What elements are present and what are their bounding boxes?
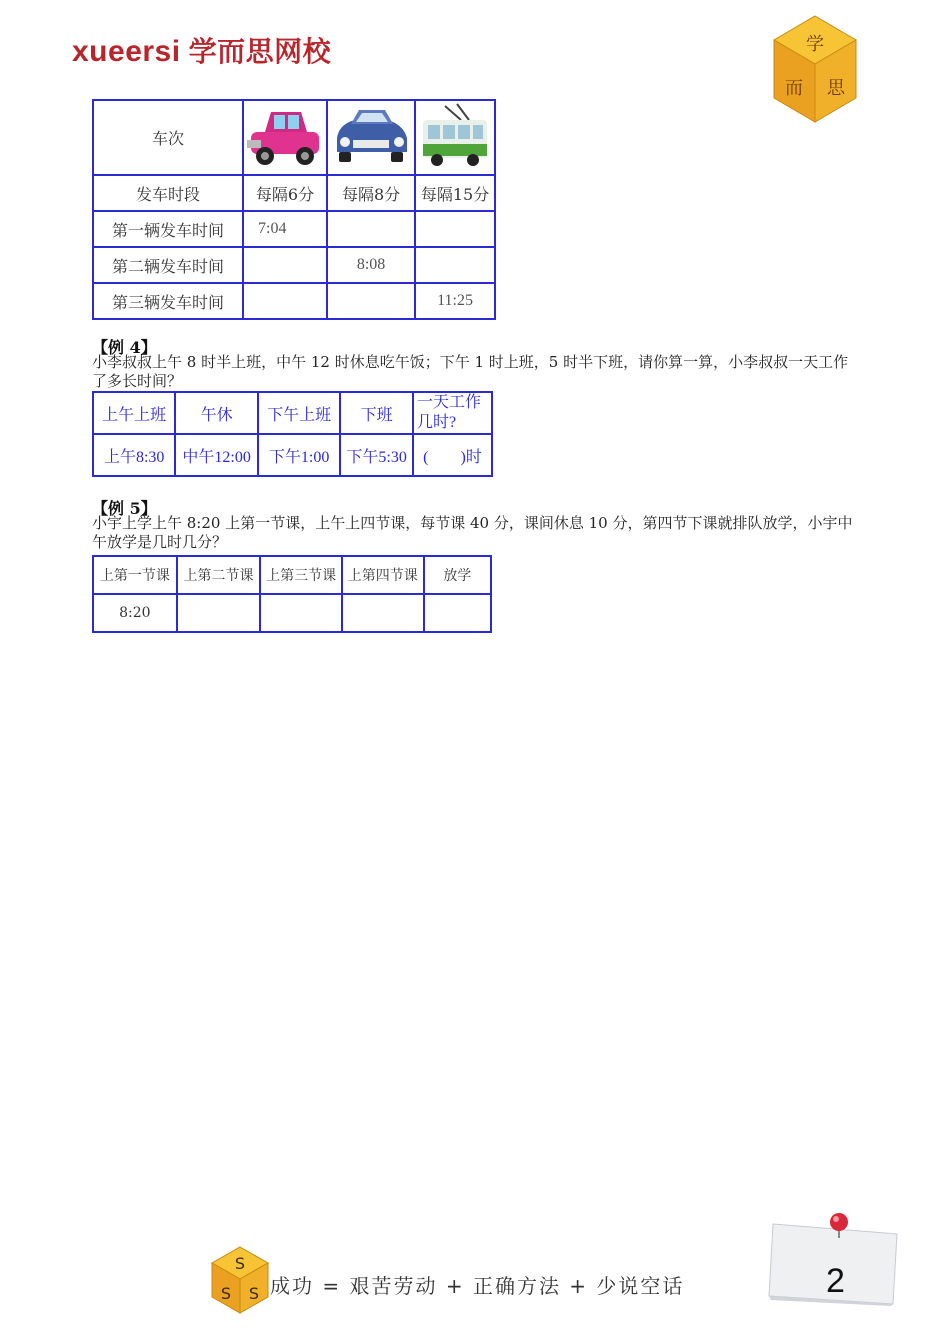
cell: 每隔15分: [415, 175, 495, 211]
header-label: 车次: [93, 100, 243, 175]
cell: [243, 283, 327, 319]
header-cell: 上第二节课: [177, 556, 261, 594]
cell: 每隔8分: [327, 175, 415, 211]
example-5-text: 小宇上学上午 8:20 上第一节课，上午上四节课，每节课 40 分，课间休息 10 分，第四节下课就排队放学，小宇中午放学是几时几分？: [92, 514, 853, 551]
cell: 11:25: [415, 283, 495, 319]
cell: [415, 211, 495, 247]
table-row: [93, 175, 495, 211]
header-cell: 上午上班: [93, 392, 175, 434]
sss-letter-3: S: [248, 1284, 260, 1303]
table-row: [93, 556, 491, 594]
brand-logo: [72, 30, 331, 70]
blue-mini-car-icon: [327, 100, 415, 175]
cell: 8:08: [327, 247, 415, 283]
header-cell: 一天工作几时?: [413, 392, 492, 434]
value-cell: 下午5:30: [340, 434, 413, 476]
header-cell: 放学: [424, 556, 491, 594]
row-label: 发车时段: [93, 175, 243, 211]
table-row: [93, 211, 495, 247]
answer-cell[interactable]: [260, 594, 342, 632]
cell: [243, 247, 327, 283]
bus-schedule-table: [92, 99, 496, 320]
value-cell: 中午12:00: [175, 434, 258, 476]
cell: [327, 211, 415, 247]
header-cell: 上第三节课: [260, 556, 342, 594]
example-5-title: 【例 5】: [92, 499, 157, 518]
row-label: 第三辆发车时间: [93, 283, 243, 319]
cell: 每隔6分: [243, 175, 327, 211]
answer-cell[interactable]: [177, 594, 261, 632]
answer-cell[interactable]: [424, 594, 491, 632]
header-cell: 下午上班: [258, 392, 340, 434]
header-cell: 上第四节课: [342, 556, 424, 594]
value-cell: 8:20: [93, 594, 177, 632]
row-label: 第二辆发车时间: [93, 247, 243, 283]
header-cell: 下班: [340, 392, 413, 434]
page-number: 2: [826, 1262, 845, 1300]
cell: 7:04: [243, 211, 327, 247]
sss-letter-2: S: [220, 1284, 232, 1303]
cell: [327, 283, 415, 319]
class-schedule-table: [92, 555, 492, 633]
cube-char-1: 学: [806, 34, 824, 55]
table-row: [93, 247, 495, 283]
cube-char-3: 思: [827, 78, 845, 99]
green-bus-icon: [415, 100, 495, 175]
table-row: [93, 283, 495, 319]
pink-vintage-car-icon: [243, 100, 327, 175]
header-cell: 上第一节课: [93, 556, 177, 594]
brand-cn: 学而思网校: [188, 36, 332, 67]
cube-logo-icon: [770, 14, 860, 126]
value-cell: 下午1:00: [258, 434, 340, 476]
brand-latin: xueersi: [72, 35, 181, 68]
value-cell: 上午8:30: [93, 434, 175, 476]
table-row: [93, 100, 495, 175]
row-label: 第一辆发车时间: [93, 211, 243, 247]
answer-cell[interactable]: ( )时: [413, 434, 492, 476]
example-4-title: 【例 4】: [92, 338, 157, 357]
header-cell: 午休: [175, 392, 258, 434]
sss-letter-1: S: [234, 1254, 246, 1273]
table-row: [93, 594, 491, 632]
example-4-text: 小李叔叔上午 8 时半上班，中午 12 时休息吃午饭；下午 1 时上班，5 时半下班，请你算一算，小李叔叔一天工作了多长时间？: [92, 353, 849, 390]
table-row: [93, 434, 492, 476]
cell: [415, 247, 495, 283]
table-row: [93, 392, 492, 434]
cube-char-2: 而: [785, 78, 803, 99]
answer-cell[interactable]: [342, 594, 424, 632]
work-hours-table: [92, 391, 493, 477]
slogan-text: 成功 = 艰苦劳动 + 正确方法 + 少说空话: [270, 1274, 685, 1298]
